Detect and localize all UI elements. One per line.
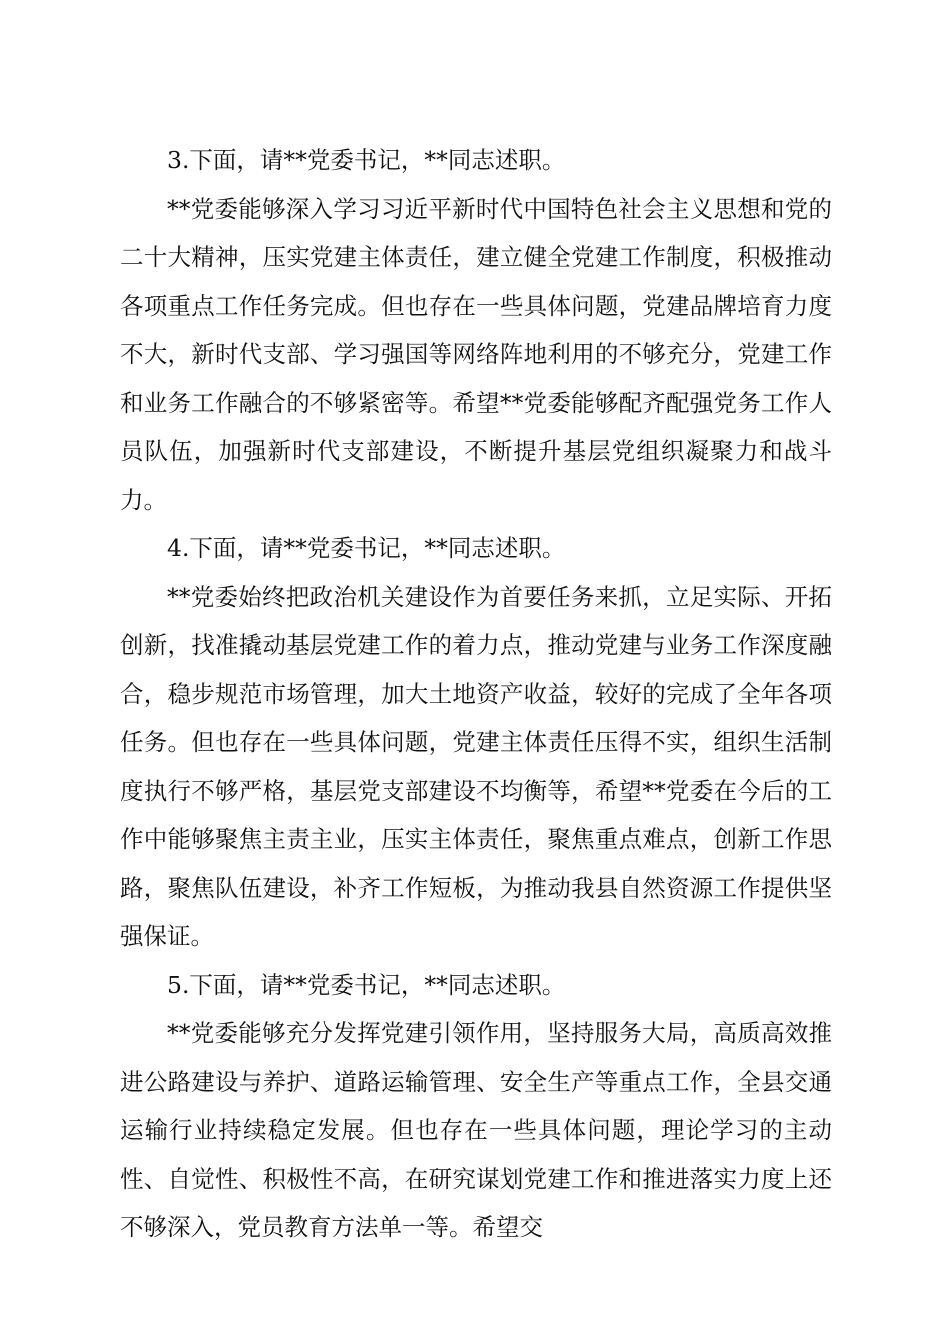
paragraph-party-committee-4-review: **党委始终把政治机关建设作为首要任务来抓，立足实际、开拓创新，找准撬动基层党建工作的着力点，推动党建与业务工作深度融合，稳步规范市场管理，加大土地资产收益，较好的完成了全年各项任务。但也存在一些具体问题，党建主体责任压得不实，组织生活制度执行不够严格，基层党支部建设不均衡等，希望**党委在今后的工作中能够聚焦主责主业，压实主体责任，聚焦重点难点，创新工作思路，聚焦队伍建设，补齐工作短板，为推动我县自然资源工作提供坚强保证。 bbox=[120, 582, 832, 950]
paragraph-item-5-heading: 5.下面，请**党委书记，**同志述职。 bbox=[167, 970, 566, 999]
paragraph-item-4-heading: 4.下面，请**党委书记，**同志述职。 bbox=[167, 534, 566, 562]
paragraph-item-3-heading: 3.下面，请**党委书记，**同志述职。 bbox=[167, 146, 566, 174]
document-body bbox=[120, 136, 832, 1252]
paragraph-party-committee-3-review: **党委能够深入学习习近平新时代中国特色社会主义思想和党的二十大精神，压实党建主体责任，建立健全党建工作制度，积极推动各项重点工作任务完成。但也存在一些具体问题，党建品牌培育力度不大，新时代支部、学习强国等网络阵地利用的不够充分，党建工作和业务工作融合的不够紧密等。希望**党委能够配齐配强党务工作人员队伍，加强新时代支部建设，不断提升基层党组织凝聚力和战斗力。 bbox=[120, 194, 832, 514]
paragraph-party-committee-5-review: **党委能够充分发挥党建引领作用，坚持服务大局，高质高效推进公路建设与养护、道路运输管理、安全生产等重点工作，全县交通运输行业持续稳定发展。但也存在一些具体问题，理论学习的主动性、自觉性、积极性不高，在研究谋划党建工作和推进落实力度上还不够深入，党员教育方法单一等。希望交 bbox=[120, 1019, 832, 1241]
